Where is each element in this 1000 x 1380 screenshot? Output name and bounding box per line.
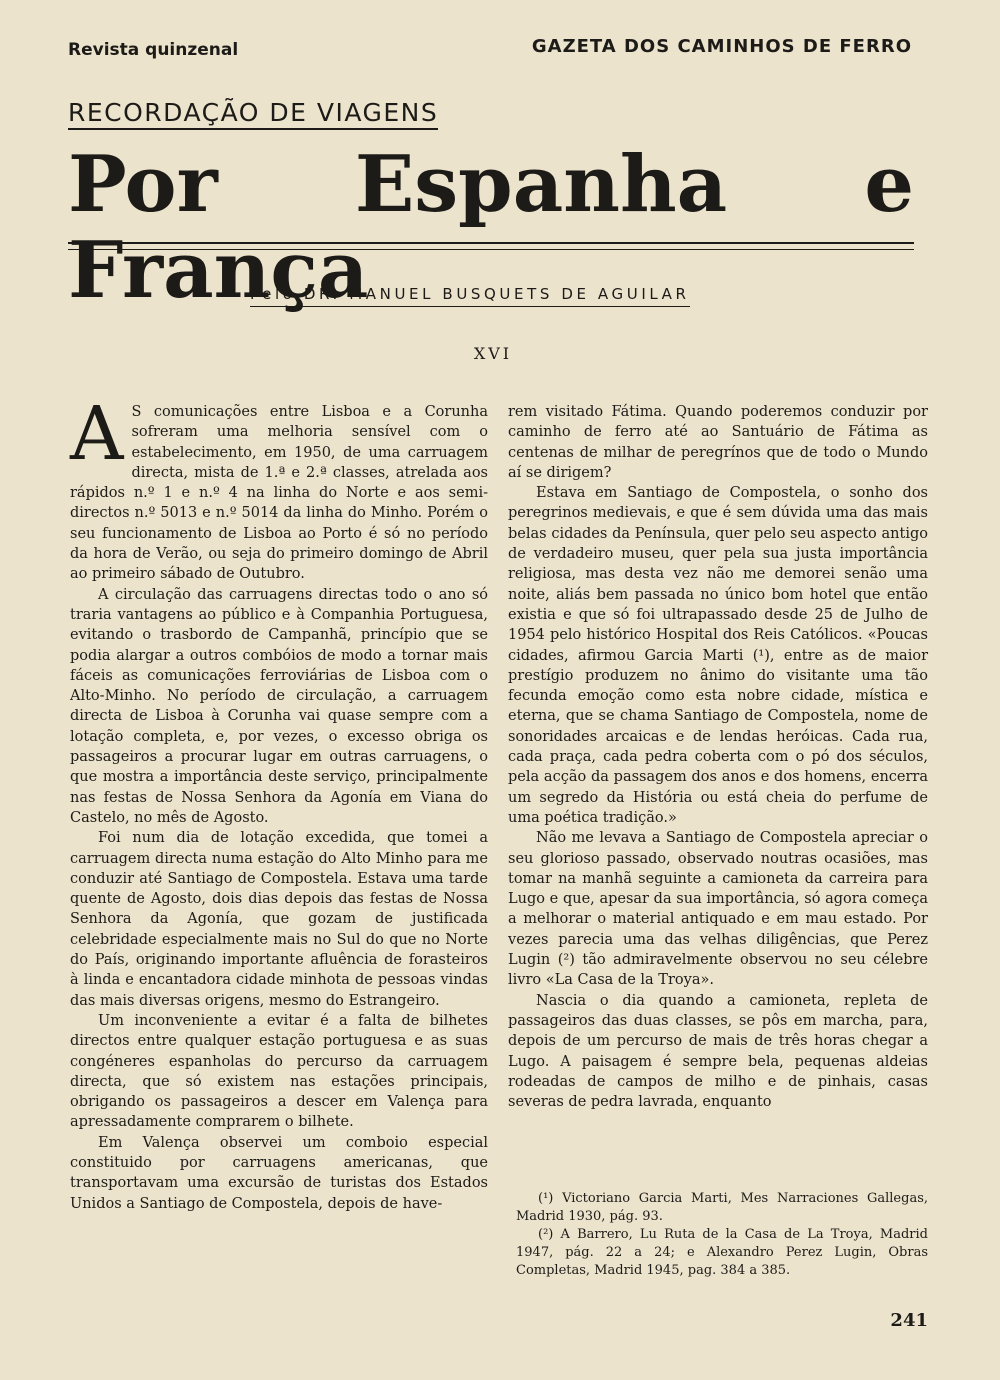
page-number: 241: [890, 1310, 928, 1331]
footnote: (¹) Victoriano Garcia Marti, Mes Narraciones Gallegas, Madrid 1930, pág. 93.: [516, 1191, 928, 1224]
article-byline: Pelo DR. MANUEL BUSQUETS DE AGUILAR: [250, 285, 690, 307]
publication-name: GAZETA DOS CAMINHOS DE FERRO: [531, 36, 912, 57]
article-kicker: RECORDAÇÃO DE VIAGENS: [68, 98, 438, 130]
text-column-right: [508, 402, 928, 1112]
paragraph: rem visitado Fátima. Quando poderemos conduzir por caminho de ferro até ao Santuário de Fátima as centenas de milhar de peregrínos que de todo o Mundo aí se dirigem?: [508, 404, 928, 481]
paragraph: Em Valença observei um comboio especial constituido por carruagens americanas, que transportavam uma excursão de turistas dos Estados Unidos a Santiago de Compostela, depois de have-: [70, 1134, 488, 1212]
drop-cap: A: [70, 391, 124, 477]
paragraph: Nascia o dia quando a camioneta, repleta de passageiros das duas classes, se pôs em marcha, para, depois de um percurso de mais de três horas chegar a Lugo. A paisagem é sempre bela, pequenas aldeias rodeadas de campos de milho e de pinhais, casas severas de pedra lavrada, enquanto: [508, 992, 928, 1111]
section-number: XVI: [473, 344, 513, 363]
footnotes: [516, 1190, 928, 1280]
footnote: (²) A Barrero, Lu Ruta de la Casa de La Troya, Madrid 1947, pág. 22 a 24; e Alexandro Perez Lugin, Obras Completas, Madrid 1945, pag. 384 a 385.: [516, 1227, 928, 1278]
text-column-left: [70, 391, 488, 1214]
paragraph: Estava em Santiago de Compostela, o sonho dos peregrinos medievais, e que é sem dúvida uma das mais belas cidades da Península, quer pelo seu aspecto antigo de verdadeiro museu, quer pela sua justa importância religiosa, mas desta vez não me demorei senão uma noite, aliás bem passada no único bom hotel que então existia e que só foi ultrapassado desde 25 de Julho de 1954 pelo histórico Hospital dos Reis Católicos. «Poucas cidades, afirmou Garcia Marti (¹), entre as de maior prestígio produzem no ânimo do visitante uma tão fecunda emoção como esta nobre cidade, mística e eterna, que se chama Santiago de Compostela, nome de sonoridades arcaicas e de lendas heróicas. Cada rua, cada praça, cada pedra coberta com o pó dos séculos, pela acção da passagem dos anos e dos homens, encerra um segredo da História ou está cheia do perfume de uma poética tradição.»: [508, 485, 928, 826]
paragraph: Um inconveniente a evitar é a falta de bilhetes directos entre qualquer estação portuguesa e as suas congéneres espanholas do percurso da carruagem directa, que só existem nas estações principais, obrigando os passageiros a descer em Valença para apressadamente comprarem o bilhete.: [70, 1012, 488, 1131]
paragraph: [70, 391, 488, 585]
paragraph-text: S comunicações entre Lisboa e a Corunha sofreram uma melhoria sensível com o estabelecimento, em 1950, de uma carruagem directa, mista de 1.ª e 2.ª classes, atrelada aos rápidos n.º 1 e n.º 4 na linha do Norte e aos semi-directos n.º 5013 e n.º 5014 da linha do Minho. Porém o seu funcionamento de Lisboa ao Porto é só no período da hora de Verão, ou seja do primeiro domingo de Abril ao primeiro sábado de Outubro.: [70, 404, 488, 583]
title-rule-thin: [68, 249, 914, 250]
periodicity-label: Revista quinzenal: [68, 40, 239, 60]
paragraph: Não me levava a Santiago de Compostela apreciar o seu glorioso passado, observado noutras ocasiões, mas tomar na manhã seguinte a camioneta da carreira para Lugo e que, apesar da sua importância, só agora começa a melhorar o material antiquado e em mau estado. Por vezes parecia uma das velhas diligências, que Perez Lugin (²) tão admiravelmente observou no seu célebre livro «La Casa de la Troya».: [508, 830, 928, 989]
paragraph: A circulação das carruagens directas todo o ano só traria vantagens ao público e à Companhia Portuguesa, evitando o trasbordo de Campanhã, princípio que se podia alargar a outros combóios de modo a tornar mais fáceis as comunicações ferroviárias de Lisboa com o Alto-Minho. No período de circulação, a carruagem directa de Lisboa à Corunha vai quase sempre com a lotação completa, e, por vezes, o excesso obriga os passageiros a procurar lugar em outras carruagens, o que mostra a importância deste serviço, principalmente nas festas de Nossa Senhora da Agonía em Viana do Castelo, no mês de Agosto.: [70, 586, 488, 826]
title-rule-thick: [68, 242, 914, 244]
article-title: Por Espanha e França: [68, 139, 914, 316]
paragraph: Foi num dia de lotação excedida, que tomei a carruagem directa numa estação do Alto Minho para me conduzir até Santiago de Compostela. Estava uma tarde quente de Agosto, dois dias depois das festas de Nossa Senhora da Agonía, que gozam de justificada celebridade especialmente mais no Sul do que no Norte do País, originando importante afluência de forasteiros à linda e encantadora cidade minhota de pessoas vindas das mais diversas origens, mesmo do Estrangeiro.: [70, 830, 488, 1009]
